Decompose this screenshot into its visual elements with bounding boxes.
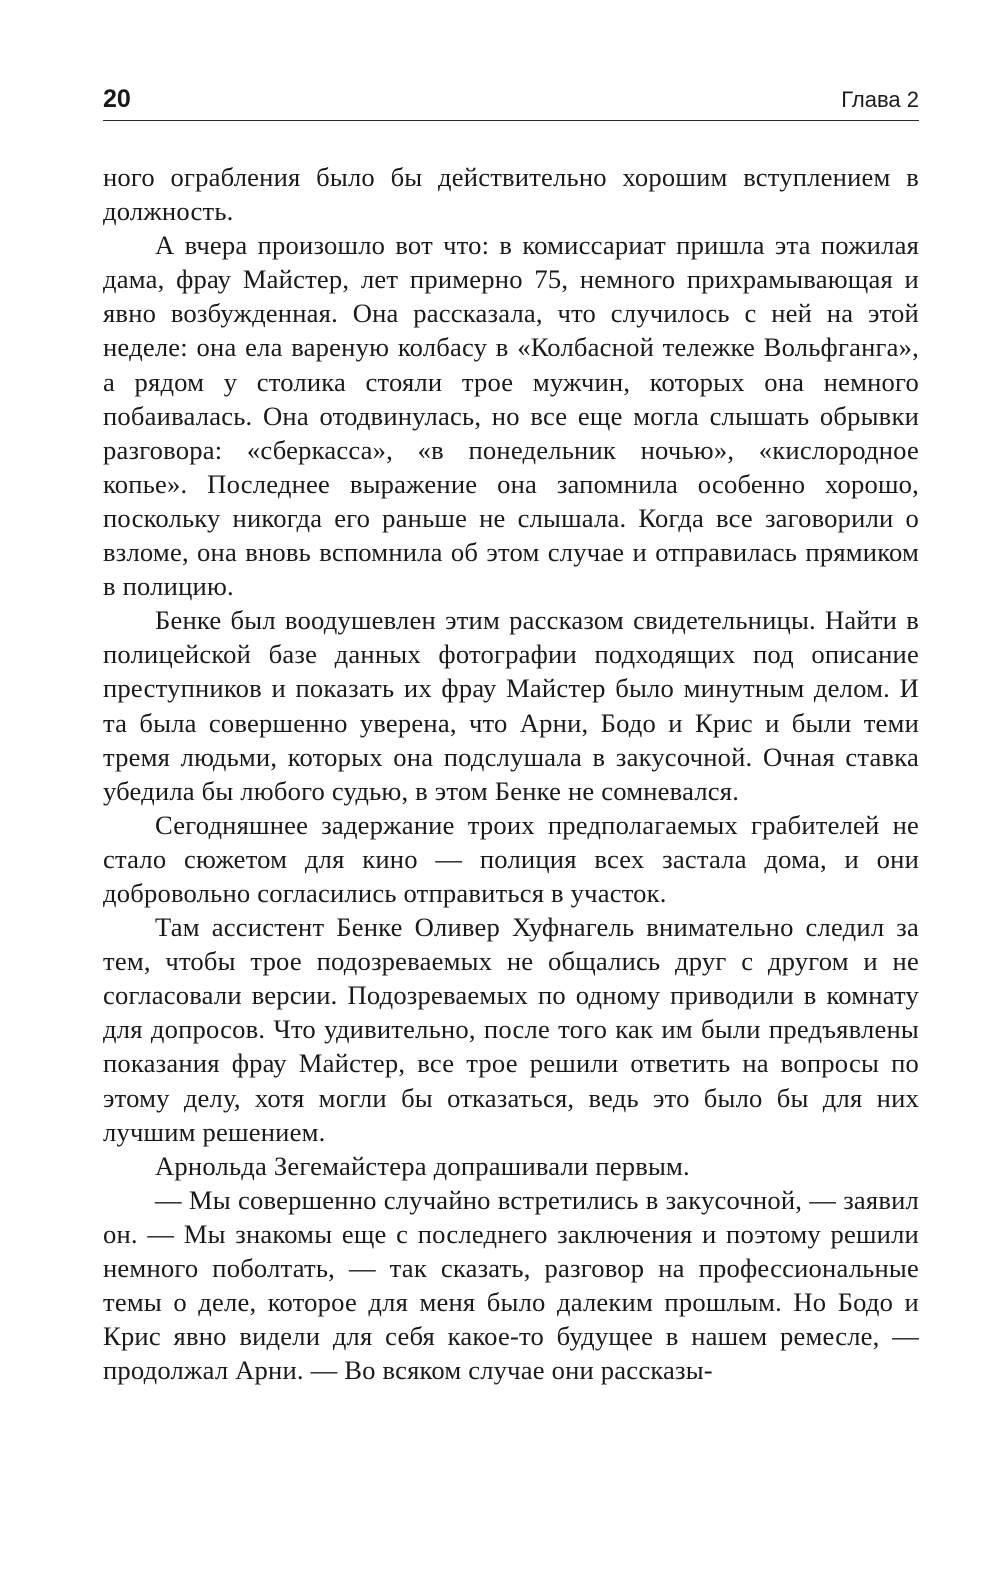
running-header: [103, 84, 919, 121]
paragraph: А вчера произошло вот что: в комиссариат пришла эта пожилая дама, фрау Майстер, лет примерно 75, немного прихрамывающая и явно возбужденная. Она рассказала, что случилось с ней на этой неделе: она ела вареную колбасу в «Колбасной тележке Вольфганга», а рядом у столика стояли трое мужчин, которых она немного побаивалась. Она отодвинулась, но все еще могла слышать обрывки разговора: «сберкасса», «в понедельник ночью», «кислородное копье». Последнее выражение она запомнила особенно хорошо, поскольку никогда его раньше не слышала. Когда все заговорили о взломе, она вновь вспомнила об этом случае и отправилась прямиком в полицию.: [103, 230, 919, 602]
body-text: [103, 160, 919, 1387]
paragraph: Арнольда Зегемайстера допрашивали первым.: [155, 1150, 690, 1181]
paragraph: Сегодняшнее задержание троих предполагаемых грабителей не стало сюжетом для кино — полиция всех застала дома, и они добровольно согласились отправиться в участок.: [103, 809, 919, 908]
page-number: 20: [103, 85, 131, 113]
paragraph: — Мы совершенно случайно встретились в закусочной, — заявил он. — Мы знакомы еще с последнего заключения и поэтому решили немного поболтать, — так сказать, разговор на профессиональные темы о деле, которое для меня было далеким прошлым. Но Бодо и Крис явно видели для себя какое-то будущее в нашем ремесле, — продолжал Арни. — Во всяком случае они рассказы-: [103, 1184, 919, 1386]
chapter-title: Глава 2: [841, 87, 919, 112]
paragraph: Там ассистент Бенке Оливер Хуфнагель внимательно следил за тем, чтобы трое подозреваемых не общались друг с другом и не согласовали версии. Подозреваемых по одному приводили в комнату для допросов. Что удивительно, после того как им были предъявлены показания фрау Майстер, все трое решили ответить на вопросы по этому делу, хотя могли бы отказаться, ведь это было бы для них лучшим решением.: [103, 912, 919, 1147]
paragraph: Бенке был воодушевлен этим рассказом свидетельницы. Найти в полицейской базе данных фотографии подходящих под описание преступников и показать их фрау Майстер было минутным делом. И та была совершенно уверена, что Арни, Бодо и Крис и были теми тремя людьми, которых она подслушала в закусочной. Очная ставка убедила бы любого судью, в этом Бенке не сомневался.: [103, 605, 919, 806]
paragraph: ного ограбления было бы действительно хорошим вступлением в должность.: [103, 162, 919, 227]
